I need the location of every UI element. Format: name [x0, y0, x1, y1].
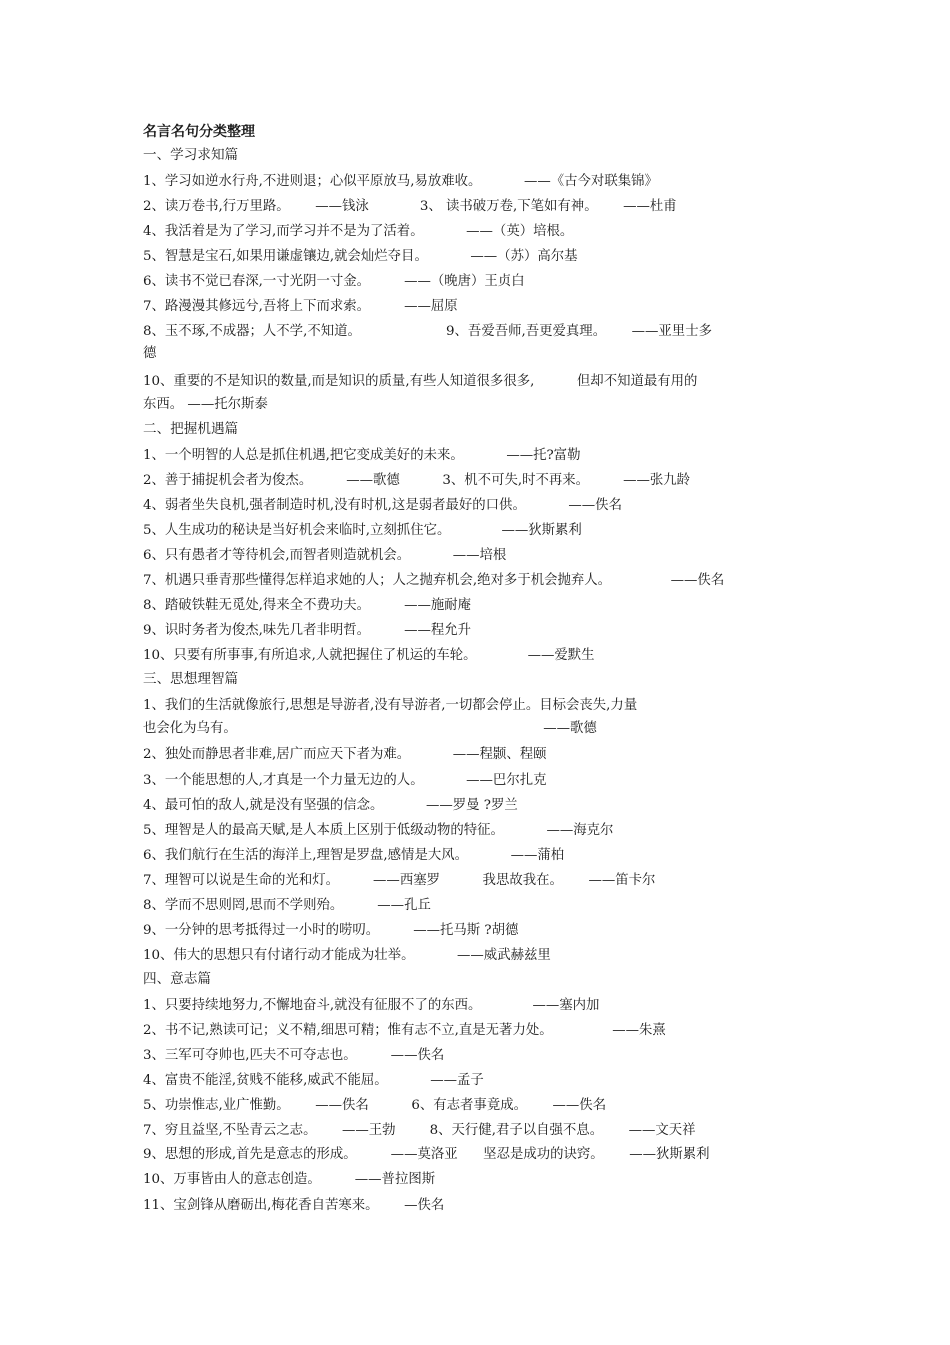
- quote-line: 6、只有愚者才等待机会,而智者则造就机会。 ——培根: [143, 548, 507, 563]
- quote-line: 7、路漫漫其修远兮,吾将上下而求索。 ——屈原: [143, 299, 458, 314]
- quote-line-continued: 东西。 ——托尔斯泰: [143, 397, 268, 412]
- quote-line: 1、只要持续地努力,不懈地奋斗,就没有征服不了的东西。 ——塞内加: [143, 998, 600, 1013]
- section-heading-study: 一、学习求知篇: [143, 147, 239, 163]
- section-heading-thought: 三、思想理智篇: [143, 671, 239, 687]
- quote-line-continued: 德: [143, 346, 157, 361]
- quote-line: 7、理智可以说是生命的光和灯。 ——西塞罗 我思故我在。 ——笛卡尔: [143, 873, 656, 888]
- quote-line: 10、只要有所事事,有所追求,人就把握住了机运的车轮。 ——爱默生: [143, 648, 595, 663]
- quote-line: 4、最可怕的敌人,就是没有坚强的信念。 ——罗曼 ?罗兰: [143, 798, 518, 813]
- quote-line: 1、一个明智的人总是抓住机遇,把它变成美好的未来。 ——托?富勒: [143, 448, 581, 463]
- quote-line: 6、我们航行在生活的海洋上,理智是罗盘,感情是大风。 ——蒲柏: [143, 848, 565, 863]
- quote-line-continued: 也会化为乌有。 ——歌德: [143, 721, 597, 736]
- quote-line: 10、重要的不是知识的数量,而是知识的质量,有些人知道很多很多, 但却不知道最有用的: [143, 374, 698, 389]
- quote-line: 2、读万卷书,行万里路。 ——钱泳 3、 读书破万卷,下笔如有神。 ——杜甫: [143, 199, 677, 214]
- quote-line: 7、穷且益坚,不坠青云之志。 ——王勃 8、天行健,君子以自强不息。 ——文天祥: [143, 1123, 696, 1138]
- document-title: 名言名句分类整理: [143, 124, 255, 140]
- quote-line: 1、学习如逆水行舟,不进则退；心似平原放马,易放难收。 ——《古今对联集锦》: [143, 174, 658, 189]
- quote-line: 7、机遇只垂青那些懂得怎样追求她的人；人之抛弃机会,绝对多于机会抛弃人。 ——佚名: [143, 573, 725, 588]
- quote-line: 8、玉不琢,不成器；人不学,不知道。 9、吾爱吾师,吾更爱真理。 ——亚里士多: [143, 324, 712, 339]
- quote-line: 5、功崇惟志,业广惟勤。 ——佚名 6、有志者事竟成。 ——佚名: [143, 1098, 607, 1113]
- quote-line: 5、理智是人的最高天赋,是人本质上区别于低级动物的特征。 ——海克尔: [143, 823, 614, 838]
- section-heading-will: 四、意志篇: [143, 971, 211, 987]
- section-heading-opportunity: 二、把握机遇篇: [143, 421, 239, 437]
- quote-line: 4、富贵不能淫,贫贱不能移,威武不能屈。 ——孟子: [143, 1073, 484, 1088]
- quote-line: 4、我活着是为了学习,而学习并不是为了活着。 ——（英）培根。: [143, 224, 574, 239]
- quote-line: 2、善于捕捉机会者为俊杰。 ——歌德 3、机不可失,时不再来。 ——张九龄: [143, 473, 691, 488]
- quote-line: 1、我们的生活就像旅行,思想是导游者,没有导游者,一切都会停止。目标会丧失,力量: [143, 698, 638, 713]
- quote-line: 2、独处而静思者非难,居广而应天下者为难。 ——程颢、程颐: [143, 747, 547, 762]
- quote-line: 8、踏破铁鞋无觅处,得来全不费功夫。 ——施耐庵: [143, 598, 472, 613]
- quote-line: 5、人生成功的秘诀是当好机会来临时,立刻抓住它。 ——狄斯累利: [143, 523, 582, 538]
- quote-line: 11、宝剑锋从磨砺出,梅花香自苦寒来。 —佚名: [143, 1198, 445, 1213]
- quote-line: 9、识时务者为俊杰,味先几者非明哲。 ——程允升: [143, 623, 472, 638]
- quote-line: 3、三军可夺帅也,匹夫不可夺志也。 ——佚名: [143, 1048, 445, 1063]
- quote-line: 9、一分钟的思考抵得过一小时的唠叨。 ——托马斯 ?胡德: [143, 923, 519, 938]
- quote-line: 5、智慧是宝石,如果用谦虚镶边,就会灿烂夺目。 ——（苏）高尔基: [143, 249, 578, 264]
- quote-line: 4、弱者坐失良机,强者制造时机,没有时机,这是弱者最好的口供。 ——佚名: [143, 498, 622, 513]
- quote-line: 10、伟大的思想只有付诸行动才能成为壮举。 ——威武赫兹里: [143, 948, 551, 963]
- quote-line: 8、学而不思则罔,思而不学则殆。 ——孔丘: [143, 898, 431, 913]
- quote-line: 9、思想的形成,首先是意志的形成。 ——莫洛亚 坚忍是成功的诀窍。 ——狄斯累利: [143, 1147, 710, 1162]
- quote-line: 10、万事皆由人的意志创造。 ——普拉图斯: [143, 1172, 436, 1187]
- quote-line: 2、书不记,熟读可记；义不精,细思可精；惟有志不立,直是无著力处。 ——朱熹: [143, 1023, 666, 1038]
- quote-line: 3、一个能思想的人,才真是一个力量无边的人。 ——巴尔扎克: [143, 773, 547, 788]
- quote-line: 6、读书不觉已春深,一寸光阴一寸金。 ——（晚唐）王贞白: [143, 274, 525, 289]
